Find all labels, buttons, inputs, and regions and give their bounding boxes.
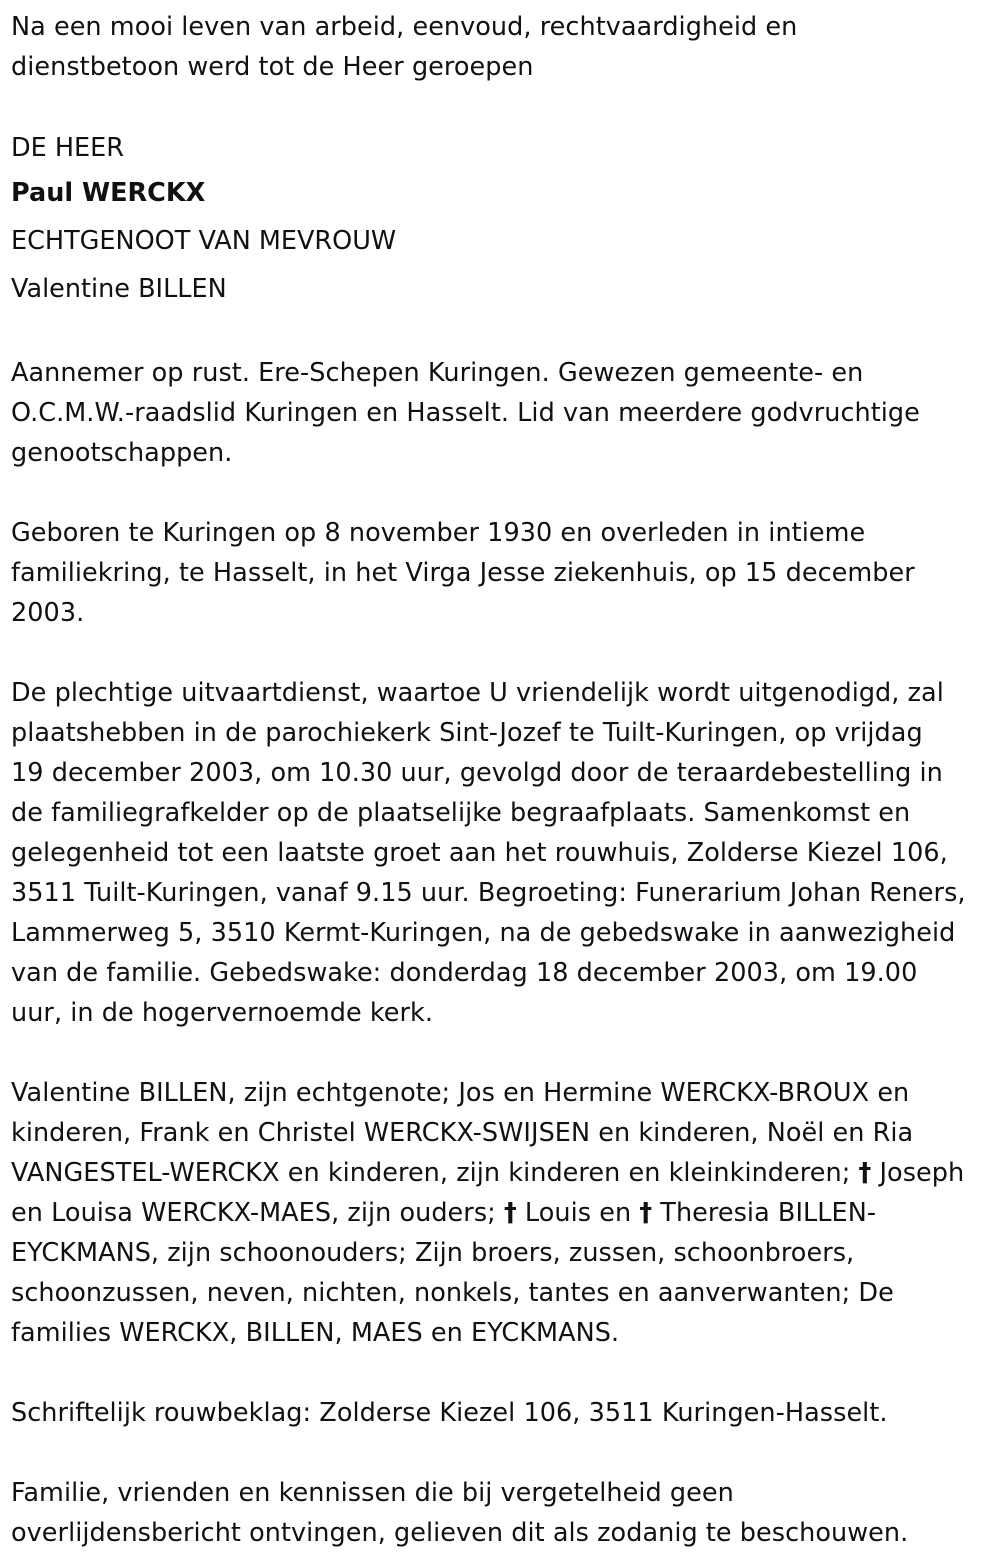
funeral-line: gelegenheid tot een laatste groet aan het rouwhuis, Zolderse Kiezel 106,: [11, 838, 948, 868]
funeral-paragraph: [11, 673, 991, 1033]
family-line: EYCKMANS, zijn schoonouders; Zijn broers, zussen, schoonbroers,: [11, 1238, 855, 1268]
funeral-line: van de familie. Gebedswake: donderdag 18 december 2003, om 19.00: [11, 958, 918, 988]
funeral-line: De plechtige uitvaartdienst, waartoe U vriendelijk wordt uitgenodigd, zal: [11, 678, 944, 708]
spouse-name: Valentine BILLEN: [11, 274, 227, 304]
cross-icon: †: [503, 1198, 517, 1228]
family-line: [11, 1193, 991, 1233]
family-text: Theresia BILLEN-: [652, 1198, 877, 1228]
intro-line: Na een mooi leven van arbeid, eenvoud, rechtvaardigheid en: [11, 12, 798, 42]
closing-paragraph: [11, 1473, 991, 1553]
occupation-paragraph: [11, 353, 991, 473]
cross-icon: †: [639, 1198, 653, 1228]
intro-paragraph: [11, 7, 991, 87]
family-text: Louis en: [516, 1198, 640, 1228]
funeral-line: plaatshebben in de parochiekerk Sint-Jozef te Tuilt-Kuringen, op vrijdag: [11, 718, 923, 748]
condolences-paragraph: [11, 1393, 991, 1433]
family-text: Joseph: [871, 1158, 965, 1188]
funeral-line: Lammerweg 5, 3510 Kermt-Kuringen, na de gebedswake in aanwezigheid: [11, 918, 956, 948]
funeral-line: 3511 Tuilt-Kuringen, vanaf 9.15 uur. Begroeting: Funerarium Johan Reners,: [11, 878, 966, 908]
funeral-line: de familiegrafkelder op de plaatselijke begraafplaats. Samenkomst en: [11, 798, 911, 828]
closing-line: overlijdensbericht ontvingen, gelieven dit als zodanig te beschouwen.: [11, 1518, 909, 1548]
occupation-line: Aannemer op rust. Ere-Schepen Kuringen. Gewezen gemeente- en: [11, 358, 864, 388]
deceased-heading: [11, 127, 991, 313]
family-line: [11, 1153, 991, 1193]
birth-death-line: familiekring, te Hasselt, in het Virga Jesse ziekenhuis, op 15 december: [11, 558, 915, 588]
occupation-line: genootschappen.: [11, 438, 233, 468]
cross-icon: †: [858, 1158, 872, 1188]
birth-death-paragraph: [11, 513, 991, 633]
family-line: kinderen, Frank en Christel WERCKX-SWIJSEN en kinderen, Noël en Ria: [11, 1118, 914, 1148]
family-text: VANGESTEL-WERCKX en kinderen, zijn kinderen en kleinkinderen;: [11, 1158, 859, 1188]
condolences-line: Schriftelijk rouwbeklag: Zolderse Kiezel 106, 3511 Kuringen-Hasselt.: [11, 1398, 888, 1428]
family-paragraph: [11, 1073, 991, 1353]
birth-death-line: 2003.: [11, 598, 85, 628]
family-line: families WERCKX, BILLEN, MAES en EYCKMANS.: [11, 1318, 620, 1348]
title-line: DE HEER: [11, 133, 124, 163]
family-text: en Louisa WERCKX-MAES, zijn ouders;: [11, 1198, 504, 1228]
deceased-name: Paul WERCKX: [11, 178, 206, 208]
funeral-line: uur, in de hogervernoemde kerk.: [11, 998, 434, 1028]
relation-line: ECHTGENOOT VAN MEVROUW: [11, 226, 397, 256]
birth-death-line: Geboren te Kuringen op 8 november 1930 en overleden in intieme: [11, 518, 866, 548]
closing-line: Familie, vrienden en kennissen die bij vergetelheid geen: [11, 1478, 734, 1508]
funeral-line: 19 december 2003, om 10.30 uur, gevolgd door de teraardebestelling in: [11, 758, 943, 788]
intro-line: dienstbetoon werd tot de Heer geroepen: [11, 52, 534, 82]
occupation-line: O.C.M.W.-raadslid Kuringen en Hasselt. Lid van meerdere godvruchtige: [11, 398, 920, 428]
family-line: Valentine BILLEN, zijn echtgenote; Jos en Hermine WERCKX-BROUX en: [11, 1078, 910, 1108]
family-line: schoonzussen, neven, nichten, nonkels, tantes en aanverwanten; De: [11, 1278, 894, 1308]
